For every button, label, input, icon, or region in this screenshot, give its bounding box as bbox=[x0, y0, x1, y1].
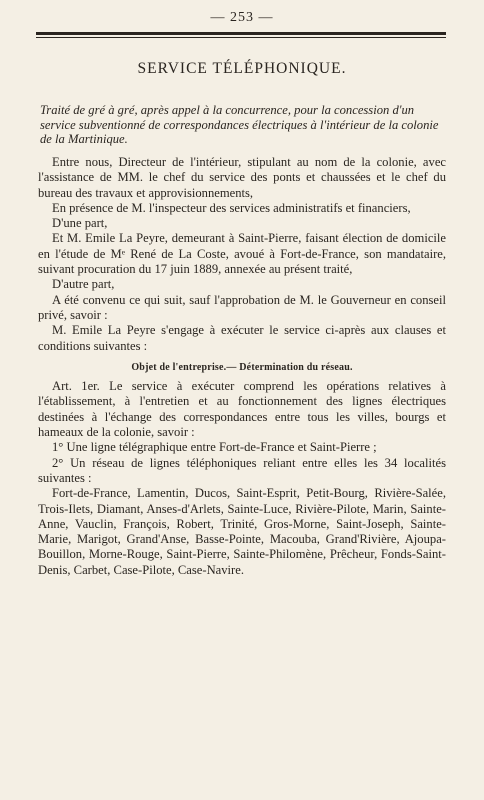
article-paragraph: 1° Une ligne télégraphique entre Fort-de-France et Saint-Pierre ; bbox=[52, 440, 377, 455]
header-rule-thin bbox=[36, 37, 446, 38]
paragraph: Et M. Emile La Peyre, demeurant à Saint-Pierre, faisant élection de domicile en l'étude de Mᵉ René de La Coste, avoué à Fort-de-France, son mandataire, suivant procuration du 17 juin 1889, annexée au présent traité, bbox=[38, 231, 446, 277]
localities-list: Fort-de-France, Lamentin, Ducos, Saint-Esprit, Petit-Bourg, Rivière-Salée, Trois-Ilets, Diamant, Anses-d'Arlets, Sainte-Luce, Rivière-Pilote, Marin, Sainte-Anne, Vauclin, François, Robert, Trinité, Gros-Morne, Saint-Joseph, Sainte-Marie, Marigot, Grand'Anse, Basse-Pointe, Macouba, Grand'Rivière, Ajoupa-Bouillon, Morne-Rouge, Saint-Pierre, Sainte-Philomène, Prêcheur, Fonds-Saint-Denis, Carbet, Case-Pilote, Case-Navire. bbox=[38, 486, 446, 577]
article-paragraph: Art. 1er. Le service à exécuter comprend les opérations relatives à l'établissement, à l'entretien et au fonctionnement des lignes électriques destinées à l'échange des correspondances entre tous les villes, bourgs et hameaux de la colonie, savoir : bbox=[38, 379, 446, 440]
page-number: — 253 — bbox=[210, 10, 274, 25]
paragraph: En présence de M. l'inspecteur des services administratifs et financiers, bbox=[52, 200, 411, 215]
body-text bbox=[38, 155, 446, 578]
article-paragraph: 2° Un réseau de lignes téléphoniques reliant entre elles les 34 localités suivantes : bbox=[38, 455, 446, 485]
paragraph: Entre nous, Directeur de l'intérieur, stipulant au nom de la colonie, avec l'assistance de MM. le chef du service des ponts et chaussées et le chef du bureau des travaux et approvisionnements, bbox=[38, 155, 446, 200]
paragraph: D'une part, bbox=[52, 216, 108, 231]
page-title: SERVICE TÉLÉPHONIQUE. bbox=[137, 60, 347, 77]
section-heading: Objet de l'entreprise.— Détermination du réseau. bbox=[131, 361, 353, 373]
intro-text: Traité de gré à gré, après appel à la concurrence, pour la concession d'un service subventionné de correspondances électriques à l'intérieur de la colonie de la Martinique. bbox=[40, 103, 439, 146]
paragraph: A été convenu ce qui suit, sauf l'approbation de M. le Gouverneur en conseil privé, savoir : bbox=[38, 292, 446, 322]
paragraph: M. Emile La Peyre s'engage à exécuter le service ci-après aux clauses et conditions suivantes : bbox=[38, 323, 446, 353]
header-rule-thick bbox=[36, 32, 446, 35]
paragraph: D'autre part, bbox=[52, 277, 115, 292]
